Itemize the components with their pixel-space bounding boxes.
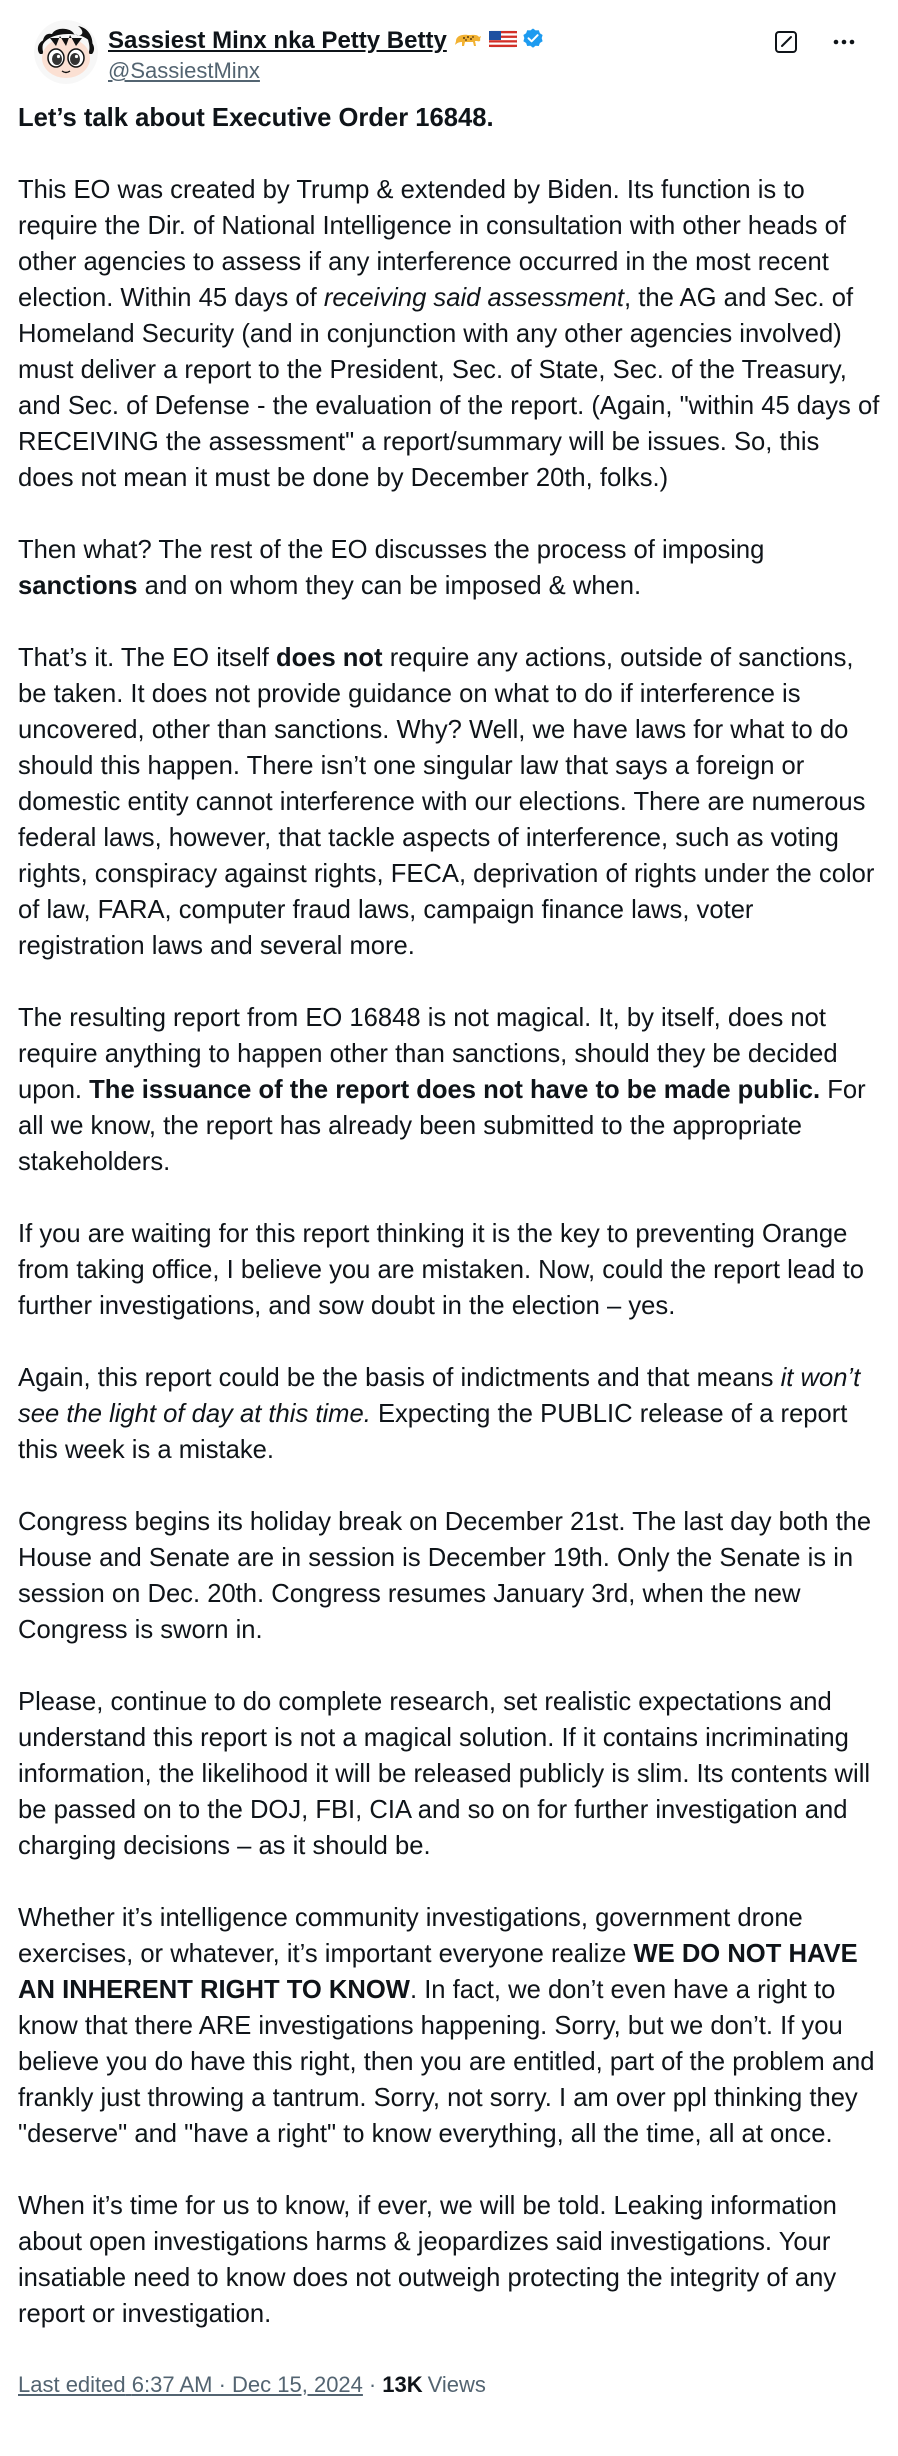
author-block xyxy=(108,24,545,84)
paragraph-4-bold: The issuance of the report does not have to be made public. xyxy=(89,1076,821,1104)
paragraph-9-rest: . In fact, we don’t even have a right to know that there ARE investigations happening. Sorry, but we don’t. If you believe you do have this right, then you are entitled, part of the problem and frankly just throwing a tantrum. Sorry, not sorry. I am over ppl thinking they "deserve" and "have a right" to know everything, all the time, all at once. xyxy=(18,1976,875,2148)
paragraph-10: When it’s time for us to know, if ever, we will be told. Leaking information about open investigations harms & jeopardizes said investigations. Your insatiable need to know does not outweigh protecting the integrity of any report or investigation. xyxy=(18,2192,837,2328)
post-title: Let’s talk about Executive Order 16848. xyxy=(18,104,494,132)
paragraph-1-italic: receiving said assessment xyxy=(323,284,625,312)
paragraph-9-bold: WE DO NOT HAVE AN INHERENT RIGHT TO KNOW xyxy=(18,1940,858,2004)
footer-separator: · xyxy=(368,2372,377,2397)
paragraph-2-rest: and on whom they can be imposed & when. xyxy=(137,572,642,600)
paragraph-1-text: This EO was created by Trump & extended by Biden. Its function is to require the Dir. of National Intelligence in consultation with other heads of other agencies to assess if any interference occurred in the most recent election. Within 45 days of xyxy=(18,176,847,312)
paragraph-6-rest: Expecting the PUBLIC release of a report this week is a mistake. xyxy=(18,1400,848,1464)
author-display-name[interactable]: Sassiest Minx nka Petty Betty xyxy=(108,27,447,54)
paragraph-1-rest: , the AG and Sec. of Homeland Security (and in conjunction with any other agencies involved) must deliver a report to the President, Sec. of State, Sec. of the Treasury, and Sec. of Defense - the evaluation of the report. (Again, "within 45 days of RECEIVING the assessment" a report/summary will be issues. So, this does not mean it must be done by December 20th, folks.) xyxy=(18,284,880,492)
us-flag-icon xyxy=(489,29,517,54)
verified-badge-icon xyxy=(521,27,545,56)
paragraph-6-text: Again, this report could be the basis of indictments and that means xyxy=(18,1364,781,1392)
paragraph-4 xyxy=(18,1000,880,1180)
paragraph-4-text: The resulting report from EO 16848 is not magical. It, by itself, does not require anything to happen other than sanctions, should they be decided upon. xyxy=(18,1004,838,1104)
paragraph-3-rest: require any actions, outside of sanctions, be taken. It does not provide guidance on what to do if interference is uncovered, other than sanctions. Why? Well, we have laws for what to do should this happen. There isn’t one singular law that says a foreign or domestic entity cannot interference with our elections. There are numerous federal laws, however, that tackle aspects of interference, such as voting rights, conspiracy against rights, FECA, deprivation of rights under the color of law, FARA, computer fraud laws, campaign finance laws, voter registration laws and several more. xyxy=(18,644,875,960)
paragraph-3-bold: does not xyxy=(275,644,383,672)
paragraph-2 xyxy=(18,532,880,604)
last-edited-label: Last edited xyxy=(18,2372,126,2397)
paragraph-8: Please, continue to do complete research, set realistic expectations and understand this report is not a magical solution. If it contains incriminating information, the likelihood it will be released publicly is slim. Its contents will be passed on to the DOJ, FBI, CIA and so on for further investigation and charging decisions – as it should be. xyxy=(18,1688,871,1860)
post-timestamp: 6:37 AM · Dec 15, 2024 xyxy=(131,2372,363,2397)
last-edited-link[interactable] xyxy=(18,2372,363,2398)
paragraph-9-text: Whether it’s intelligence community investigations, government drone exercises, or whatever, it’s important everyone realize xyxy=(18,1904,803,1968)
header-actions xyxy=(770,26,860,58)
avatar[interactable] xyxy=(34,20,98,84)
paragraph-2-bold: sanctions xyxy=(18,572,138,600)
avatar-image xyxy=(34,20,98,84)
paragraph-3 xyxy=(18,640,880,964)
views-label: Views xyxy=(427,2372,486,2397)
leopard-icon xyxy=(453,29,483,54)
display-name-row xyxy=(108,24,545,58)
paragraph-7: Congress begins its holiday break on December 21st. The last day both the House and Senate are in session is December 19th. Only the Senate is in session on Dec. 20th. Congress resumes January 3rd, when the new Congress is sworn in. xyxy=(18,1508,872,1644)
paragraph-4-rest: For all we know, the report has already been submitted to the appropriate stakeholders. xyxy=(18,1076,866,1176)
paragraph-6 xyxy=(18,1360,880,1468)
paragraph-6-italic: it won’t see the light of day at this time. xyxy=(18,1364,861,1428)
views-count: 13K xyxy=(382,2372,423,2397)
more-horizontal-icon[interactable] xyxy=(828,26,860,58)
post-footer xyxy=(18,2372,880,2398)
post-body xyxy=(18,100,880,2332)
author-handle[interactable]: @SassiestMinx xyxy=(108,58,260,83)
paragraph-9 xyxy=(18,1900,880,2152)
paragraph-5: If you are waiting for this report thinking it is the key to preventing Orange from taking office, I believe you are mistaken. Now, could the report lead to further investigations, and sow doubt in the election – yes. xyxy=(18,1220,864,1320)
post-header xyxy=(18,0,880,100)
paragraph-3-text: That’s it. The EO itself xyxy=(18,644,276,672)
edit-square-icon[interactable] xyxy=(770,26,802,58)
paragraph-2-text: Then what? The rest of the EO discusses the process of imposing xyxy=(18,536,765,564)
paragraph-1 xyxy=(18,172,880,496)
